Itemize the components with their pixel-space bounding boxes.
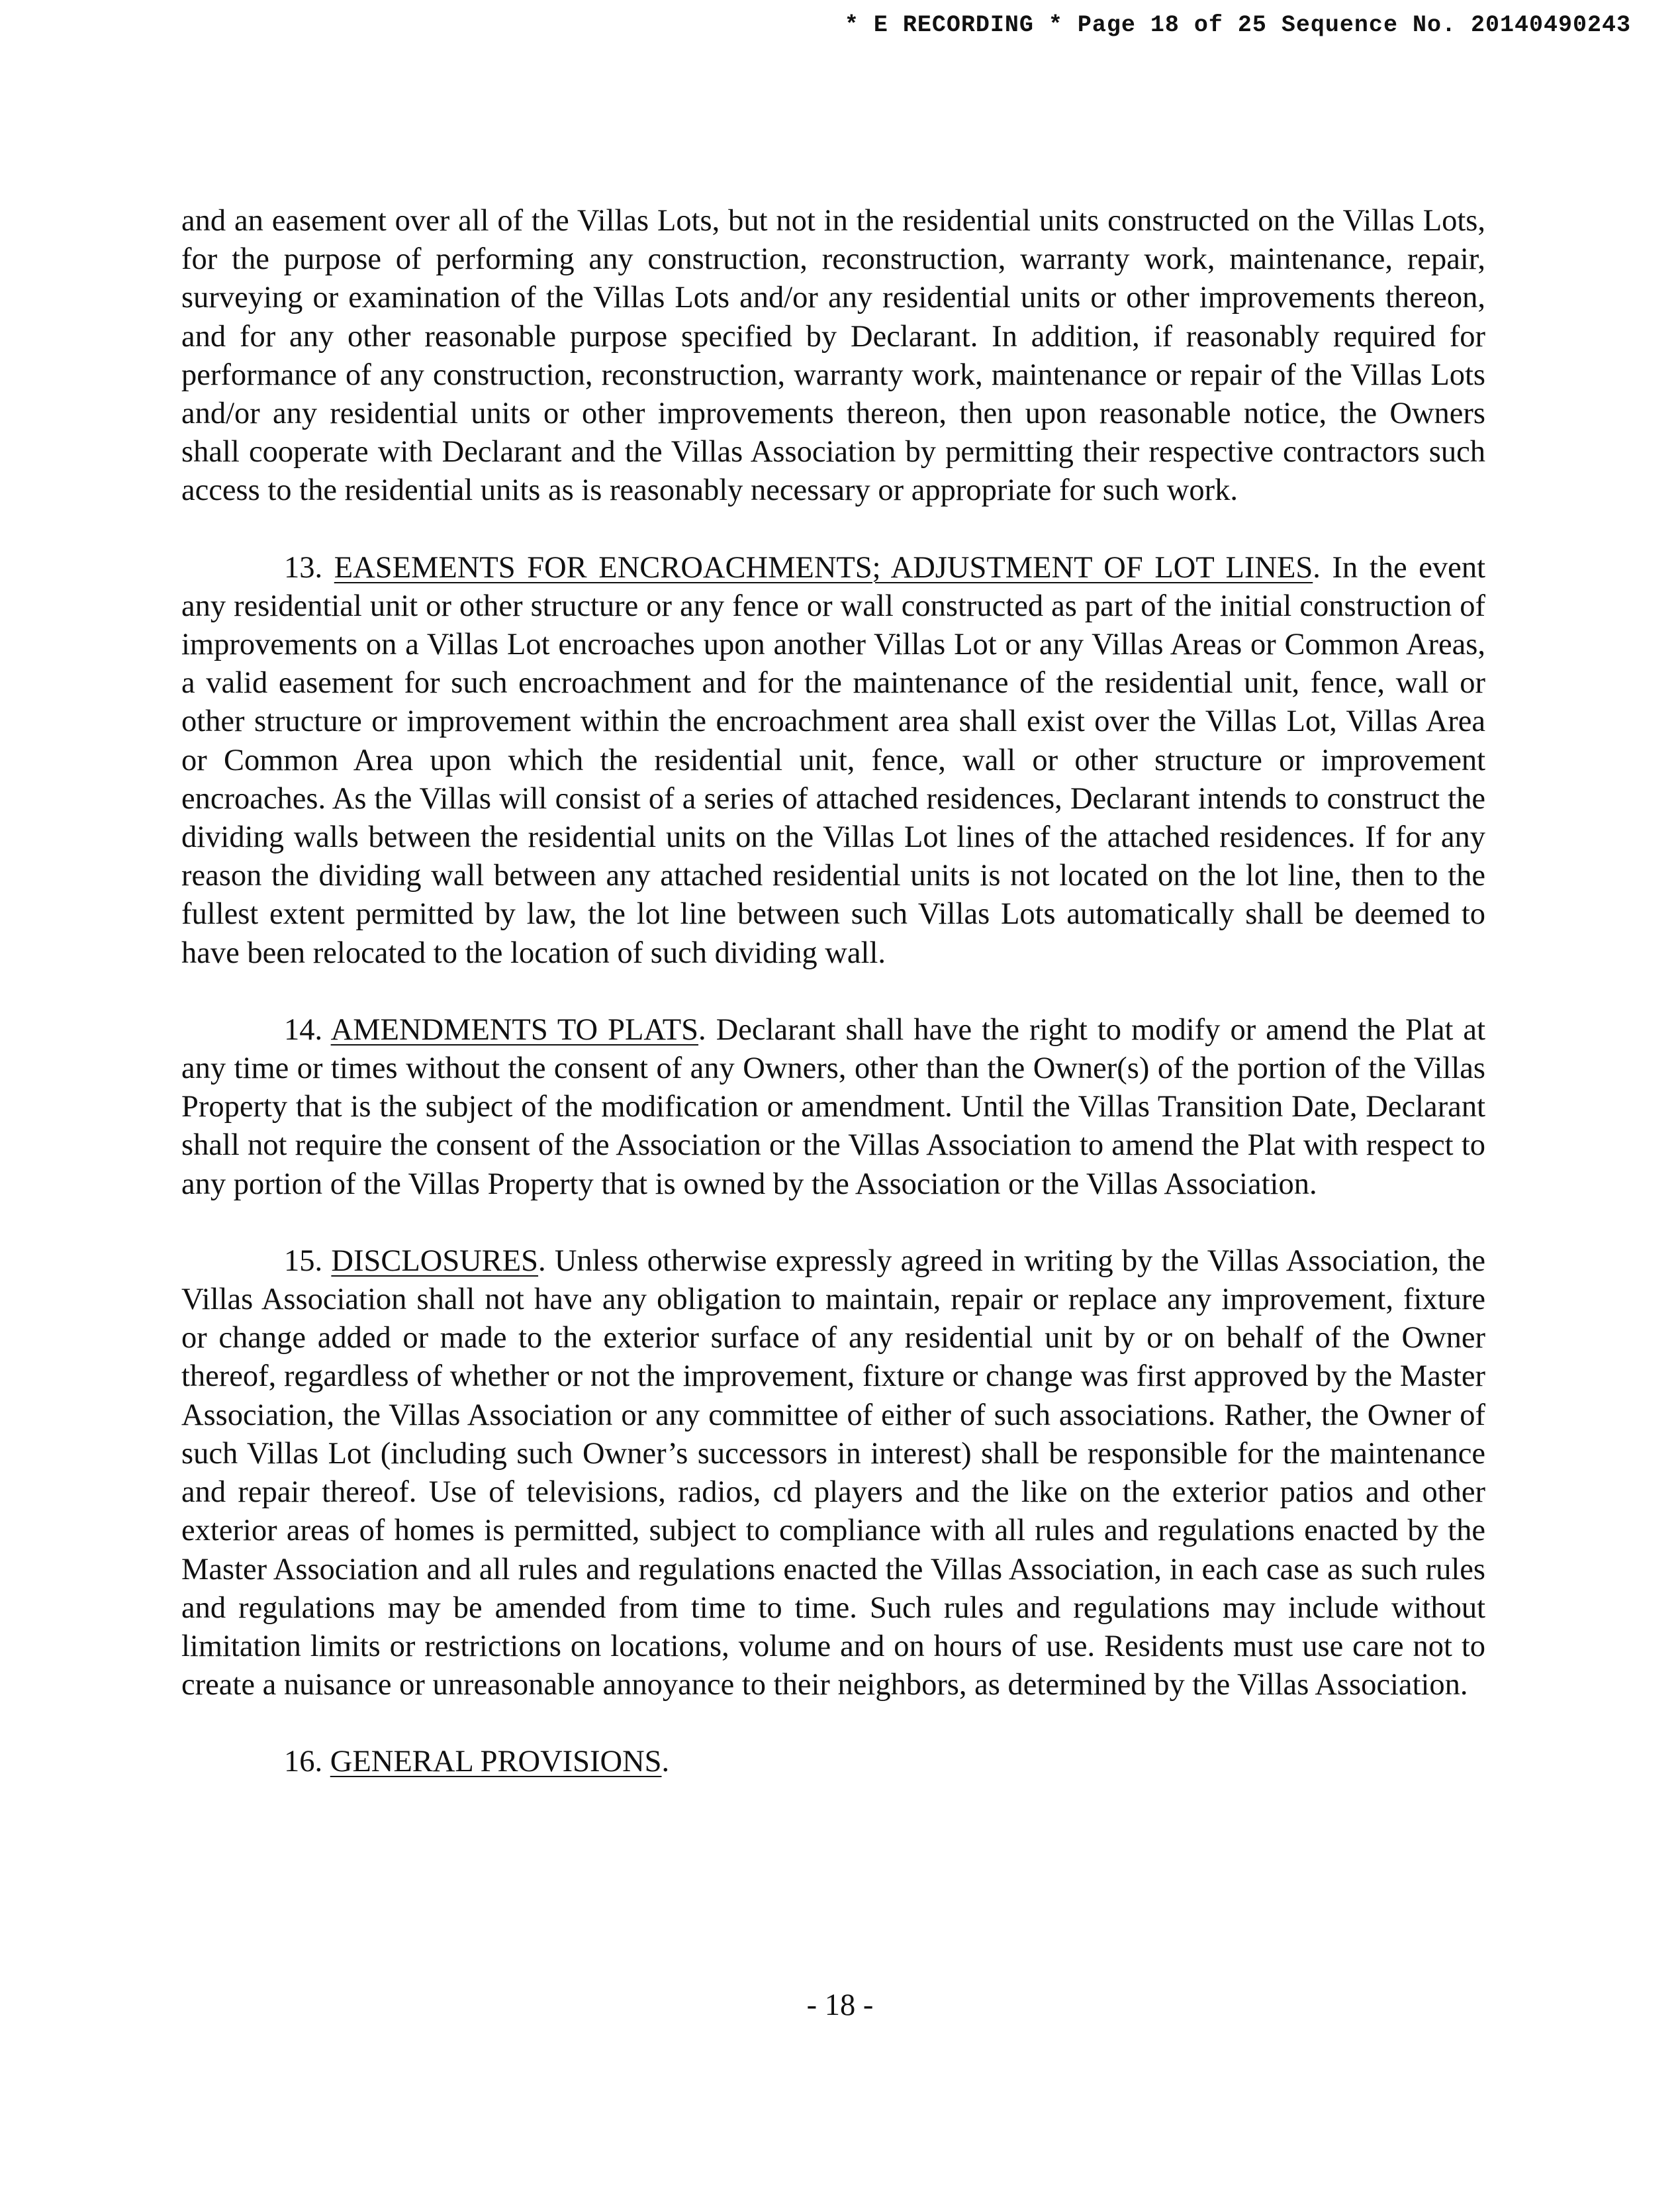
paragraph-12-continuation: and an easement over all of the Villas Lots, but not in the residential units constructed on the Villas Lots, for the purpose of performing any construction, reconstruction, warranty work, maintenance, repair, surveying or examination of the Villas Lots and/or any residential units or other improvements thereon, and for any other reasonable purpose specified by Declarant. In addition, if reasonably required for performance of any construction, reconstruction, warranty work, maintenance or repair of the Villas Lots and/or any residential units or other improvements thereon, then upon reasonable notice, the Owners shall cooperate with Declarant and the Villas Association by permitting their respective contractors such access to the residential units as is reasonably necessary or appropriate for such work. [181,204,1485,508]
section-14-body: . Declarant shall have the right to modify or amend the Plat at any time or times without the consent of any Owners, other than the Owner(s) of the portion of the Villas Property that is the subject of the modification or amendment. Until the Villas Transition Date, Declarant shall not require the consent of the Association or the Villas Association to amend the Plat with respect to any portion of the Villas Property that is owned by the Association or the Villas Association. [181,1012,1485,1201]
section-13-body: . In the event any residential unit or other structure or any fence or wall constructed as part of the initial construction of improvements on a Villas Lot encroaches upon another Villas Lot or any Villas Areas or Common Areas, a valid easement for such encroachment and for the maintenance of the residential unit, fence, wall or other structure or improvement within the encroachment area shall exist over the Villas Lot, Villas Area or Common Area upon which the residential unit, fence, wall or other structure or improvement encroaches. As the Villas will consist of a series of attached residences, Declarant intends to construct the dividing walls between the residential units on the Villas Lot lines of the attached residences. If for any reason the dividing wall between any attached residential units is not located on the lot line, then to the fullest extent permitted by law, the lot line between such Villas Lots automatically shall be deemed to have been relocated to the location of such dividing wall. [181,550,1485,970]
section-15-heading: DISCLOSURES [331,1243,539,1278]
section-16-heading: GENERAL PROVISIONS [330,1745,662,1779]
section-16-number: 16. [284,1745,330,1779]
section-15-body: . Unless otherwise expressly agreed in writing by the Villas Association, the Villas Association shall not have any obligation to maintain, repair or replace any improvement, fixture or change added or made to the exterior surface of any residential unit by or on behalf of the Owner thereof, regardless of whether or not the improvement, fixture or change was first approved by the Master Association, the Villas Association or any committee of either of such associations. Rather, the Owner of such Villas Lot (including such Owner’s successors in interest) shall be responsible for the maintenance and repair thereof. Use of televisions, radios, cd players and the like on the exterior patios and other exterior areas of homes is permitted, subject to compliance with all rules and regulations enacted by the Master Association and all rules and regulations enacted the Villas Association, in each case as such rules and regulations may be amended from time to time. Such rules and regulations may include without limitation limits or restrictions on locations, volume and on hours of use. Residents must use care not to create a nuisance or unreasonable annoyance to their neighbors, as determined by the Villas Association. [181,1243,1486,1702]
section-15 [181,1242,1485,1704]
section-14-heading: AMENDMENTS TO PLATS [330,1012,699,1047]
page-number: - 18 - [806,1988,874,2022]
section-13 [181,549,1485,973]
section-16-body: . [661,1745,670,1779]
section-13-heading: EASEMENTS FOR ENCROACHMENTS; ADJUSTMENT OF LOT LINES [334,550,1313,585]
document-body [181,202,1485,1820]
section-14-number: 14. [284,1012,331,1047]
section-13-number: 13. [284,550,334,585]
section-14 [181,1011,1485,1204]
recording-stamp: * E RECORDING * Page 18 of 25 Sequence No. 20140490243 [844,12,1631,38]
section-15-number: 15. [284,1243,332,1278]
section-16 [181,1743,1485,1781]
